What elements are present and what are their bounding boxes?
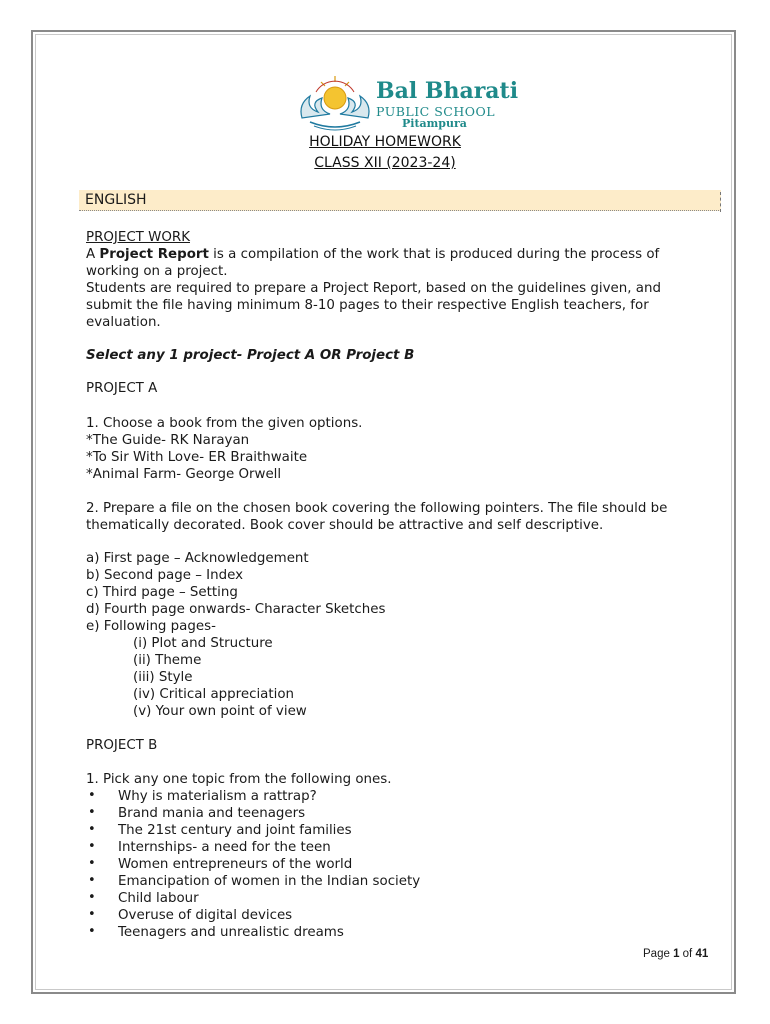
topic-item: Women entrepreneurs of the world [118,857,353,872]
bullet-icon: • [88,839,96,854]
project-b-heading: PROJECT B [86,738,158,753]
project-a-step-2-line-2: thematically decorated. Book cover should be attractive and self descriptive. [86,518,604,533]
school-logo [296,74,519,132]
topic-item: The 21st century and joint families [118,823,352,838]
bullet-icon: • [88,907,96,922]
page-item: a) First page – Acknowledgement [86,551,309,566]
page-item: e) Following pages- [86,619,216,634]
following-page-item: (iii) Style [133,670,193,685]
document-title: HOLIDAY HOMEWORK [309,134,461,150]
document-subtitle: CLASS XII (2023-24) [314,155,456,171]
bullet-icon: • [88,924,96,939]
book-option: *The Guide- RK Narayan [86,433,250,448]
topic-item: Why is materialism a rattrap? [118,789,317,804]
following-page-item: (v) Your own point of view [133,704,307,719]
topic-item: Internships- a need for the teen [118,840,331,855]
project-b-step-1: 1. Pick any one topic from the following ones. [86,772,392,787]
page-item: d) Fourth page onwards- Character Sketches [86,602,386,617]
topic-item: Child labour [118,891,199,906]
subject-label: ENGLISH [85,192,147,208]
following-page-item: (i) Plot and Structure [133,636,273,651]
project-a-step-1: 1. Choose a book from the given options. [86,416,363,431]
project-a-step-2-line-1: 2. Prepare a file on the chosen book covering the following pointers. The file should be [86,501,668,516]
project-work-heading: PROJECT WORK [86,230,190,245]
book-option: *Animal Farm- George Orwell [86,467,282,482]
bullet-icon: • [88,873,96,888]
book-option: *To Sir With Love- ER Braithwaite [86,450,308,465]
bullet-icon: • [88,788,96,803]
bullet-icon: • [88,890,96,905]
intro-line-2: working on a project. [86,264,228,279]
project-a-heading: PROJECT A [86,381,158,396]
page-item: c) Third page – Setting [86,585,238,600]
page-item: b) Second page – Index [86,568,244,583]
school-emblem-icon [296,74,374,132]
requirement-line-1: Students are required to prepare a Project Report, based on the guidelines given, and [86,281,661,296]
school-type: PUBLIC SCHOOL [376,104,496,119]
topic-item: Brand mania and teenagers [118,806,306,821]
bullet-icon: • [88,805,96,820]
following-page-item: (iv) Critical appreciation [133,687,295,702]
school-branch: Pitampura [402,117,467,130]
topic-item: Teenagers and unrealistic dreams [118,925,344,940]
requirement-line-3: evaluation. [86,315,161,330]
school-name: Bal Bharati [376,78,519,104]
requirement-line-2: submit the file having minimum 8-10 pages to their respective English teachers, for [86,298,649,313]
intro-line-1: A Project Report is a compilation of the work that is produced during the process of [86,247,660,262]
bullet-icon: • [88,856,96,871]
topic-item: Emancipation of women in the Indian society [118,874,421,889]
following-page-item: (ii) Theme [133,653,202,668]
topic-item: Overuse of digital devices [118,908,293,923]
subject-header [79,190,721,211]
bullet-icon: • [88,822,96,837]
selection-instruction: Select any 1 project- Project A OR Project B [86,348,415,363]
page-number: Page 1 of 41 [643,948,709,960]
